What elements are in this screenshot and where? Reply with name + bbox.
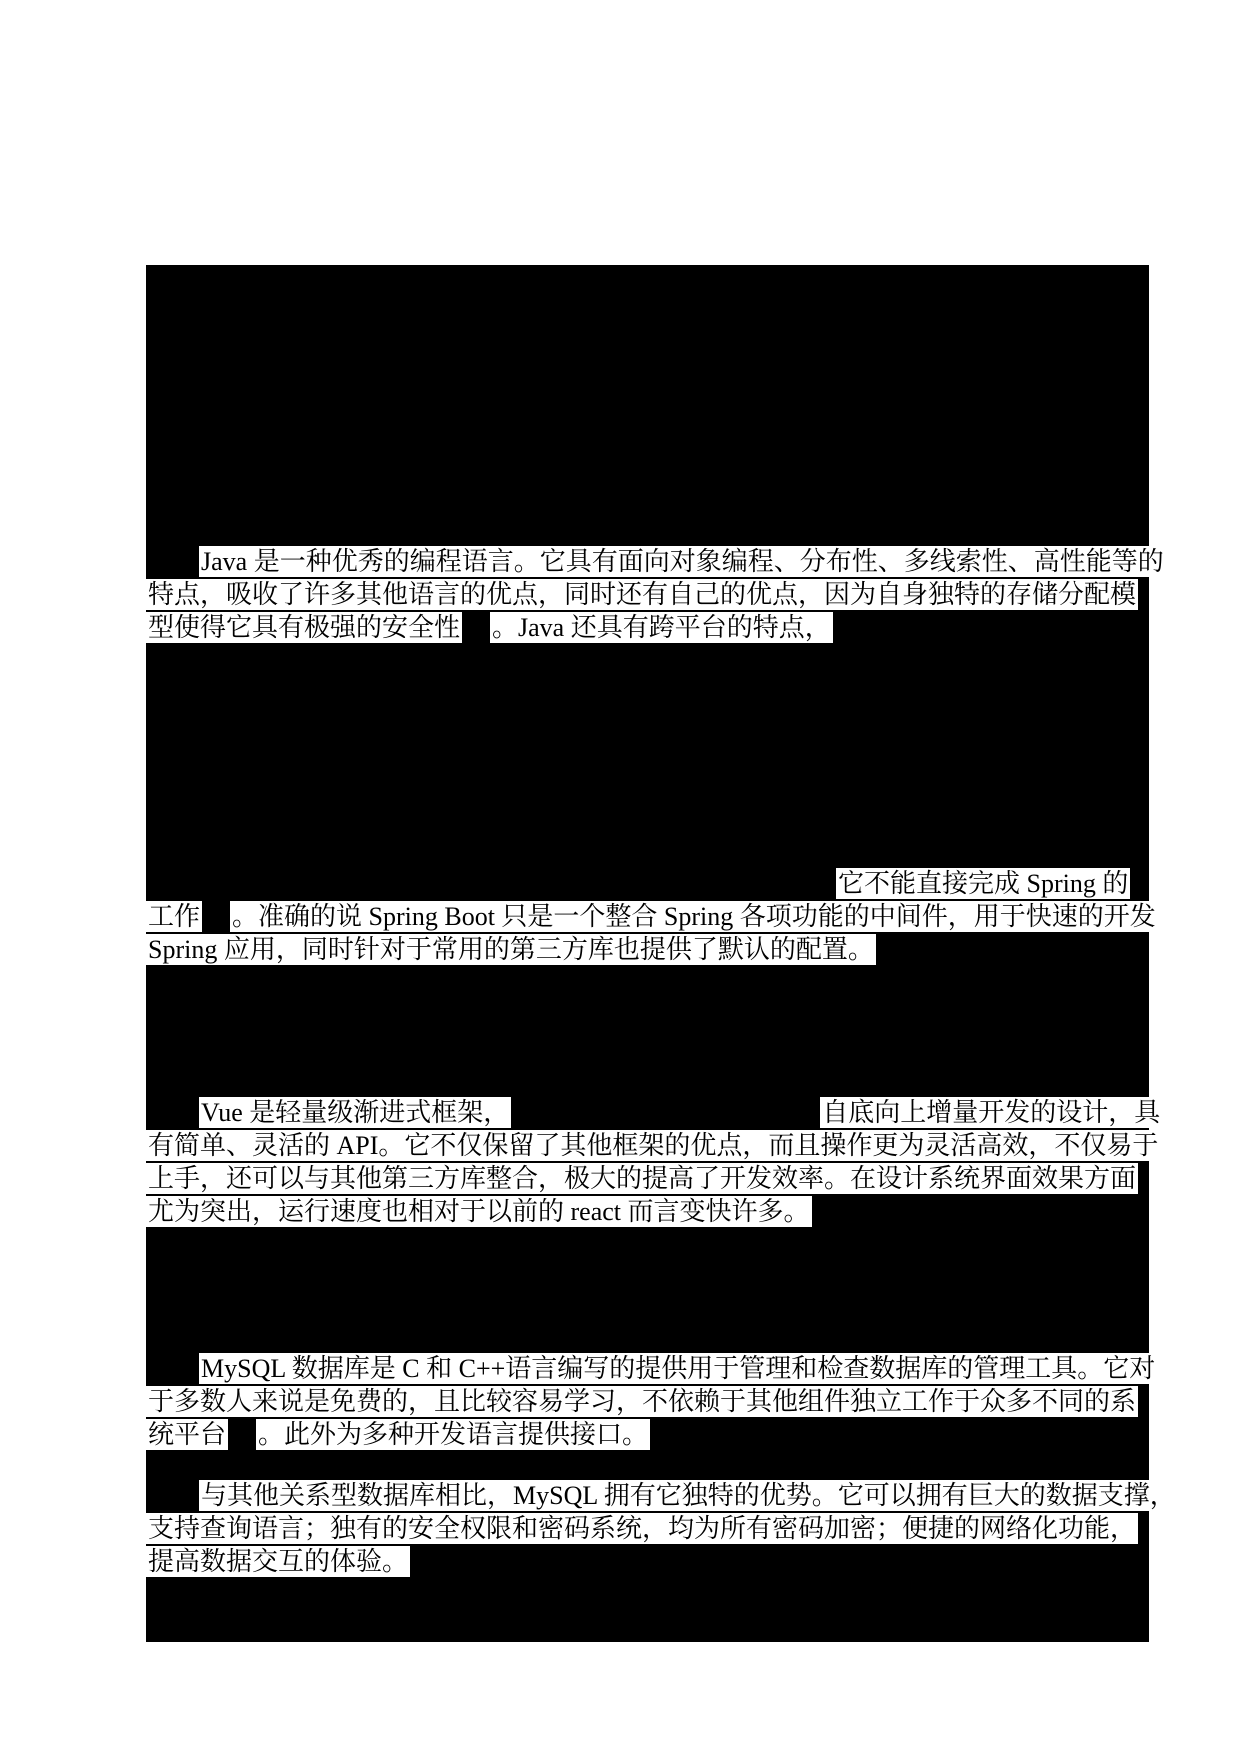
spring-paragraph-line-1 [836,868,1130,899]
mysql-intro-line-3 [146,1419,650,1450]
vue-paragraph-line-3 [146,1163,1137,1194]
text-run: Spring 应用，同时针对于常用的第三方库也提供了默认的配置。 [148,935,874,964]
text-run: 自底向上增量开发的设计，具 [822,1098,1161,1127]
text-run: 尤为突出，运行速度也相对于以前的 react 而言变快许多。 [148,1197,810,1226]
spring-paragraph-line-3 [146,934,876,965]
java-paragraph-line-1 [199,546,1164,577]
text-run: 上手，还可以与其他第三方库整合，极大的提高了开发效率。在设计系统界面效果方面 [148,1164,1137,1193]
text-run: 提高数据交互的体验。 [148,1547,409,1576]
mysql-advantages-line-2 [146,1513,1137,1544]
mysql-advantages-line-3 [146,1546,410,1577]
text-run: 。Java 还具有跨平台的特点， [492,613,831,642]
mysql-intro-line-1 [199,1353,1156,1384]
text-run: 有简单、灵活的 API。它不仅保留了其他框架的优点，而且操作更为灵活高效，不仅易于 [148,1131,1159,1160]
text-run: 与其他关系型数据库相比，MySQL 拥有它独特的优势。它可以拥有巨大的数据支撑， [201,1481,1176,1510]
spring-paragraph-line-2 [146,901,1156,932]
text-run: 型使得它具有极强的安全性 [148,613,461,642]
text-run: 它不能直接完成 Spring 的 [838,869,1129,898]
java-paragraph-line-2 [146,579,1137,610]
text-run: 支持查询语言；独有的安全权限和密码系统，均为所有密码加密；便捷的网络化功能， [148,1514,1137,1543]
text-run: Vue 是轻量级渐进式框架， [201,1098,510,1127]
text-run: 特点，吸收了许多其他语言的优点，同时还有自己的优点，因为自身独特的存储分配模 [148,580,1137,609]
redacted-citation-gap [462,612,490,643]
vue-paragraph-line-1 [199,1097,1161,1128]
text-run: 。准确的说 Spring Boot 只是一个整合 Spring 各项功能的中间件，用于快速的开发 [232,902,1156,931]
mysql-advantages-line-1 [199,1480,1176,1511]
java-paragraph-line-3 [146,612,833,643]
text-run: Java 是一种优秀的编程语言。它具有面向对象编程、分布性、多线索性、高性能等的 [201,547,1164,576]
redacted-citation-gap [228,1419,256,1450]
text-run: MySQL 数据库是 C 和 C++语言编写的提供用于管理和检查数据库的管理工具。它对 [201,1354,1156,1383]
text-run: 。此外为多种开发语言提供接口。 [258,1420,649,1449]
vue-paragraph-line-2 [146,1130,1159,1161]
redacted-citation-gap [202,901,230,932]
mysql-intro-line-2 [146,1386,1137,1417]
redacted-span-gap [511,1097,820,1128]
text-run: 统平台 [148,1420,227,1449]
text-run: 于多数人来说是免费的，且比较容易学习，不依赖于其他组件独立工作于众多不同的系 [148,1387,1137,1416]
text-run: 工作 [148,902,201,931]
vue-paragraph-line-4 [146,1196,812,1227]
